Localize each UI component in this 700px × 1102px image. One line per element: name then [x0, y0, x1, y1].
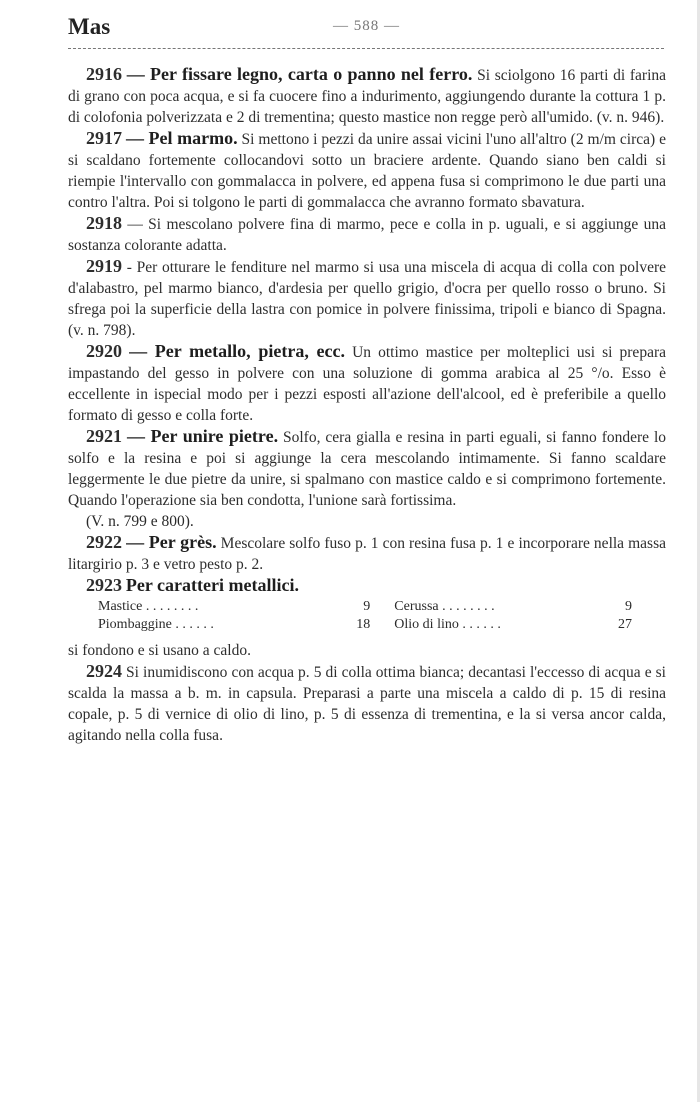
entry-text: Solfo, cera gialla e resina in parti eguali, si fanno fondere lo solfo e la resina e poi si aggiunge la cera mescolando intimamente. Si fanno scaldare leggermente le due pietre da unire, si spalmano con mastice caldo e si comprimono fortemente. Quando l'operazione sia ben condotta, l'unione sarà fortissima.	[68, 429, 667, 509]
entry-2924	[68, 661, 666, 746]
ingredient-quantity: 18	[356, 617, 371, 632]
entry-text: — Si mescolano polvere fina di marmo, pece e colla in p. uguali, e si aggiunge una sostanza colorante adatta.	[68, 216, 666, 254]
ingredient-name: Cerussa . . . . . . . .	[394, 599, 495, 614]
recipe-instruction: si fondono e si usano a caldo.	[68, 642, 251, 659]
entry-number: 2920	[86, 341, 122, 361]
recipe-row	[98, 598, 638, 616]
entry-number: 2923	[86, 575, 122, 595]
entry-text: Si mettono i pezzi da unire assai vicini l'uno all'altro (2 m/m circa) e si scaldano fortemente collocandovi sotto un braciere ardente. Quando siano ben caldi si riempie l'intervallo con gommalacca in polvere, ed appena fusa si comprimono le due parti una contro l'altra. Poi si tolgono le parti di gommalacca che avranno formato sbavatura.	[68, 131, 667, 211]
running-head-word: Mas	[68, 14, 111, 39]
entry-title: — Per unire pietre.	[126, 426, 279, 446]
entry-2917	[68, 128, 666, 213]
recipe-row	[98, 616, 638, 634]
entry-title: — Per metallo, pietra, ecc.	[129, 341, 346, 361]
entry-2922	[68, 532, 666, 575]
entry-number: 2919	[86, 256, 122, 276]
recipe-table	[98, 598, 638, 634]
entry-2919	[68, 256, 666, 341]
page-body	[68, 64, 666, 746]
ingredient-quantity: 27	[618, 617, 632, 632]
entry-text: Mescolare solfo fuso p. 1 con resina fusa p. 1 e incorporare nella massa litargirio p. 3 e vetro pesto p. 2.	[68, 535, 666, 573]
entry-text: Si inumidiscono con acqua p. 5 di colla ottima bianca; decantasi l'eccesso di acqua e si scalda la massa a b. m. in capsula. Preparasi a parte una miscela a caldo di p. 15 di resina copale, p. 5 di vernice di olio di lino, p. 5 di essenza di trementina, e la si versa ancor calda, agitando nella colla fusa.	[68, 664, 666, 744]
entry-title: Per caratteri metallici.	[125, 575, 299, 595]
entry-number: 2924	[86, 661, 122, 681]
page-header	[68, 14, 668, 44]
ingredient-quantity: 9	[363, 599, 371, 614]
entry-number: 2921	[86, 426, 122, 446]
entry-number: 2917	[86, 128, 122, 148]
entry-text: Si sciolgono 16 parti di farina di grano con poca acqua, e si fa cuocere fino a indurimento, aggiungendo durante la cottura 1 p. di colofonia polverizzata e 2 di trementina; questo mastice non regge però all'umido. (v. n. 946).	[68, 67, 667, 126]
entry-number: 2916	[86, 64, 122, 84]
cross-reference-note: (V. n. 799 e 800).	[86, 513, 194, 530]
entry-title: — Pel marmo.	[125, 128, 238, 148]
header-rule	[68, 48, 664, 49]
ingredient-quantity: 9	[625, 599, 632, 614]
ingredient-name: Olio di lino . . . . . .	[394, 617, 501, 632]
book-page	[68, 0, 668, 1102]
ingredient-name: Mastice . . . . . . . .	[98, 599, 199, 614]
entry-text: - Per otturare le fenditure nel marmo si usa una miscela di acqua di colla con polvere d'alabastro, pel marmo bianco, d'ardesia per quello grigio, d'ocra per quello rosso o bruno. Si sfrega poi la superficie della lastra con pomice in polvere finissima, tripoli e bianco di Spagna. (v. n. 798).	[68, 259, 666, 339]
entry-title: — Per fissare legno, carta o panno nel ferro.	[126, 64, 473, 84]
entry-2920	[68, 341, 666, 426]
entry-text: Un ottimo mastice per molteplici usi si prepara impastando del gesso in polvere con una soluzione di gomma arabica al 25 °/o. Esso è eccellente in ispecial modo per i pezzi esposti all'azione dell'alcool, ed è preferibile a quello formato di gesso e colla forte.	[68, 344, 666, 424]
page-number: — 588 —	[333, 18, 400, 34]
entry-2918	[68, 213, 666, 256]
entry-2921	[68, 426, 666, 511]
entry-2923	[68, 575, 666, 597]
entry-number: 2922	[86, 532, 122, 552]
ingredient-name: Piombaggine . . . . . .	[98, 617, 214, 632]
entry-title: — Per grès.	[126, 532, 217, 552]
entry-number: 2918	[86, 213, 122, 233]
entry-2916	[68, 64, 666, 128]
